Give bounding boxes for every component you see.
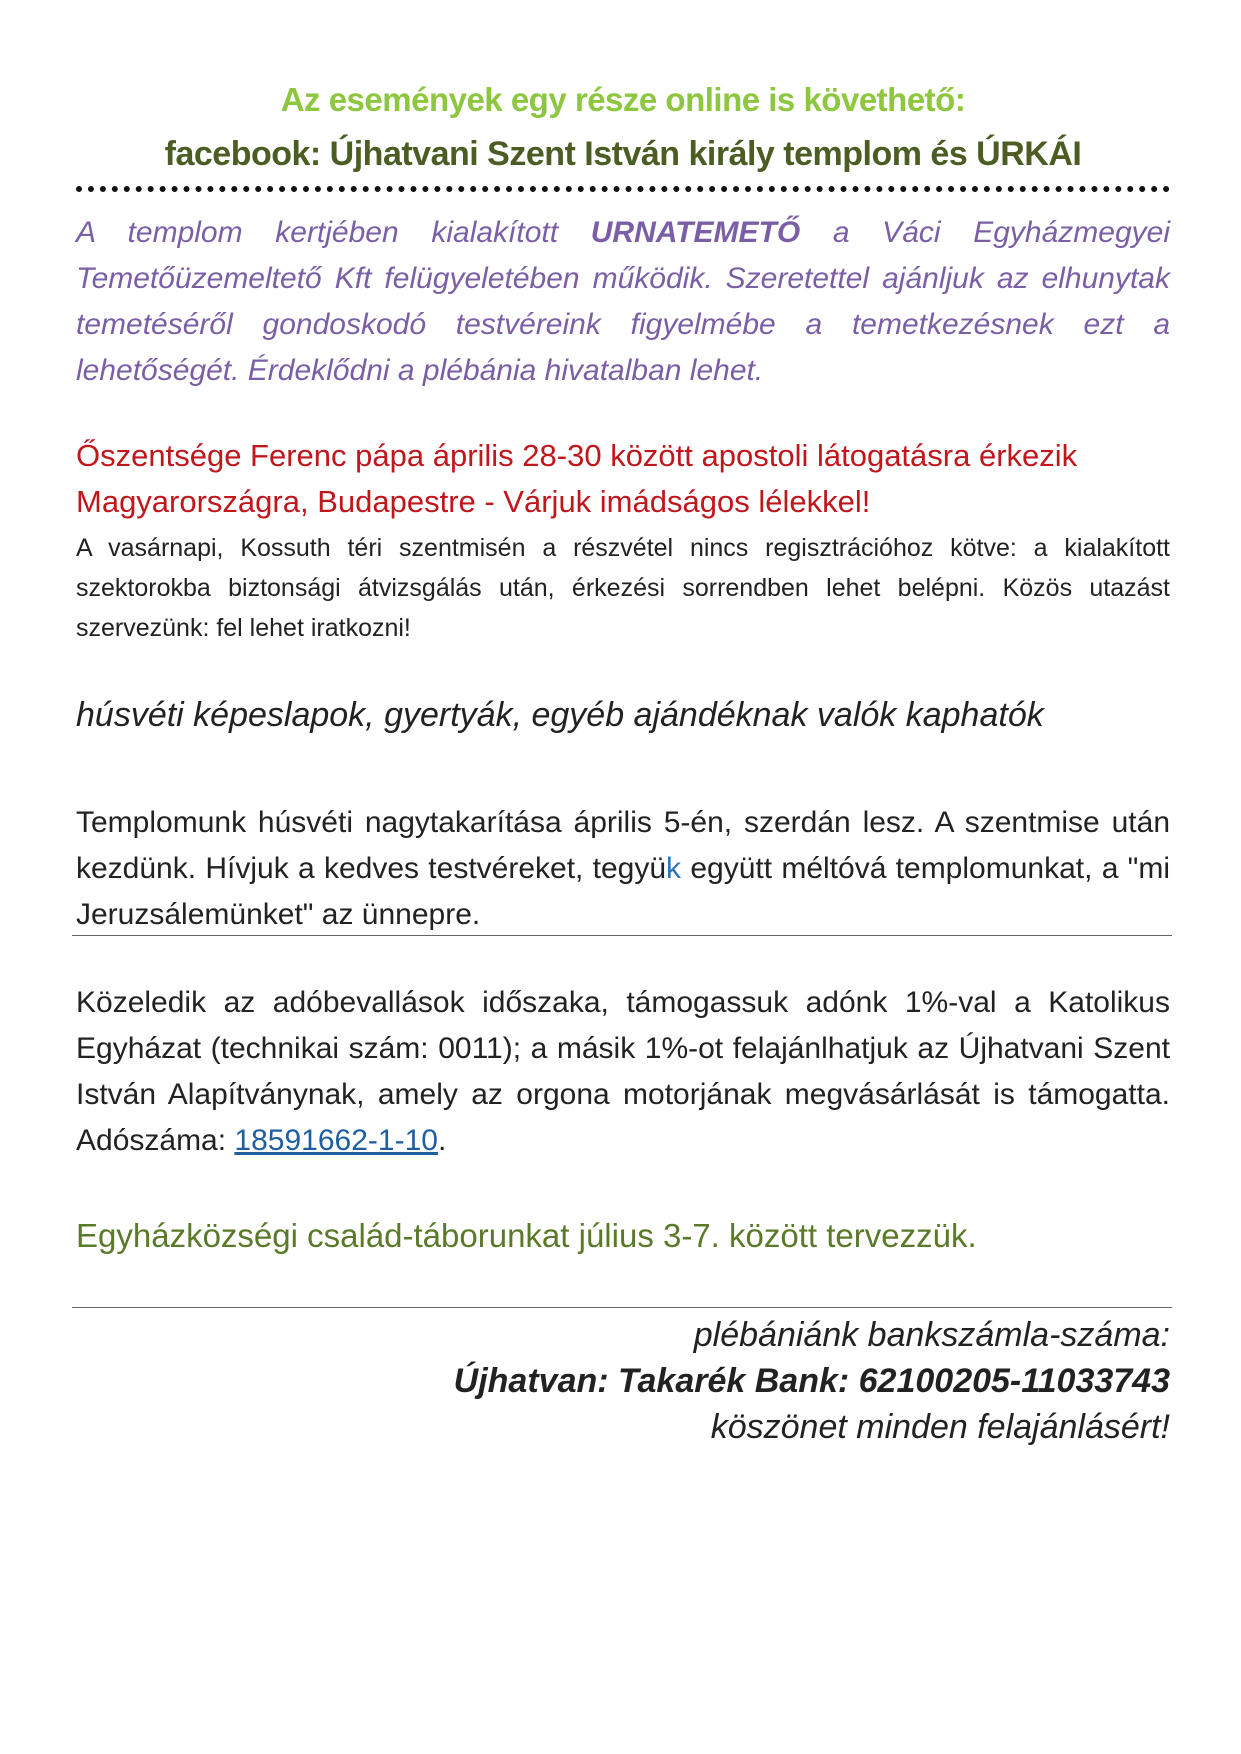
section-divider: [72, 1307, 1172, 1308]
bank-account-label: plébániánk bankszámla-száma:: [693, 1316, 1170, 1354]
easter-gifts-notice: húsvéti képeslapok, gyertyák, egyéb ajándéknak valók kaphatók: [76, 696, 1044, 734]
urn-cemetery-highlight: URNATEMETŐ: [590, 216, 801, 249]
cleaning-text-start: Templomunk húsvéti nagytakarítása április 5-én, szerdán lesz. A szentmise után kezdünk. Hívjuk a kedves testvéreket, tegyü: [76, 806, 1170, 885]
urn-cemetery-notice: [76, 210, 1170, 394]
family-camp-notice: Egyházközségi család-táborunkat július 3-7. között tervezzük.: [76, 1217, 977, 1254]
tax-number-link[interactable]: 18591662-1-10: [234, 1124, 438, 1157]
bank-account-number: Újhatvan: Takarék Bank: 62100205-11033743: [453, 1362, 1170, 1400]
urn-notice-text-end: a Váci Egyházmegyei Temetőüzemeltető Kft felügyeletében működik. Szeretettel ajánljuk az elhunytak temetéséről gondoskodó testvéreink figyelmébe a temetkezésnek ezt a lehetőségét. Érdeklődni a plébánia hivatalban lehet.: [76, 216, 1170, 387]
bank-account-block: [76, 1312, 1170, 1450]
urn-notice-text-start: A templom kertjében kialakított: [76, 216, 591, 249]
tax-text-end: .: [437, 1124, 447, 1157]
tax-donation-notice: [76, 980, 1170, 1164]
church-cleaning-notice: [76, 800, 1170, 938]
facebook-page-heading: facebook: Újhatvani Szent István király templom és ÚRKÁI: [164, 135, 1082, 173]
cleaning-text-end: együtt méltóvá templomunkat, a "mi Jeruzsálemünket" az ünnepre.: [76, 852, 1170, 931]
dotted-divider: [76, 186, 1170, 192]
cleaning-blue-letter: k: [666, 852, 682, 885]
section-divider: [72, 935, 1172, 936]
thanks-line: köszönet minden felajánlásért!: [710, 1408, 1170, 1446]
pope-visit-title: Őszentsége Ferenc pápa április 28-30 között apostoli látogatásra érkezik Magyarországra, Budapestre - Várjuk imádságos lélekkel!: [76, 438, 1078, 519]
tax-text: Közeledik az adóbevallások időszaka, támogassuk adónk 1%-val a Katolikus Egyházat (technikai szám: 0011); a másik 1%-ot felajánlhatjuk az Újhatvani Szent István Alapítványnak, amely az orgona motorjának megvásárlását is támogatta. Adószáma:: [76, 986, 1170, 1157]
online-events-heading: Az események egy része online is követhető:: [280, 81, 966, 118]
pope-visit-details: A vasárnapi, Kossuth téri szentmisén a részvétel nincs regisztrációhoz kötve: a kialakított szektorokba biztonsági átvizsgálás után, érkezési sorrendben lehet belépni. Közös utazást szervezünk: fel lehet iratkozni!: [76, 534, 1170, 642]
